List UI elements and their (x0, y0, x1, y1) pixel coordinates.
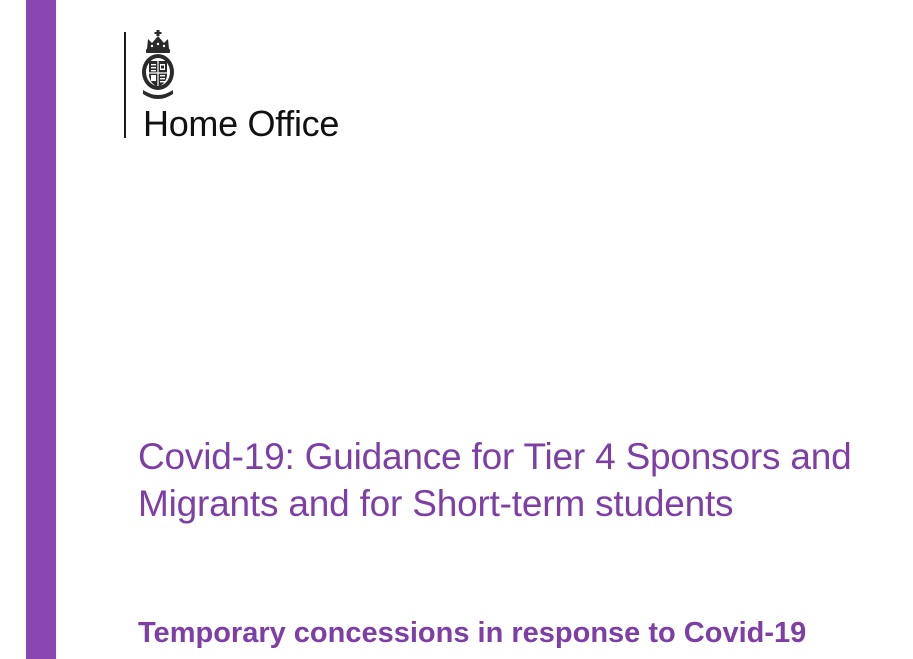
department-name: Home Office (143, 103, 340, 144)
royal-coat-of-arms-icon (140, 30, 176, 100)
document-subtitle: Temporary concessions in response to Covid-19 (138, 617, 807, 649)
document-title: Covid-19: Guidance for Tier 4 Sponsors and Migrants and for Short-term students (138, 436, 852, 524)
home-office-logo (124, 30, 384, 144)
logo-divider (124, 32, 126, 138)
page-left-margin (0, 0, 26, 659)
accent-bar (26, 0, 56, 659)
